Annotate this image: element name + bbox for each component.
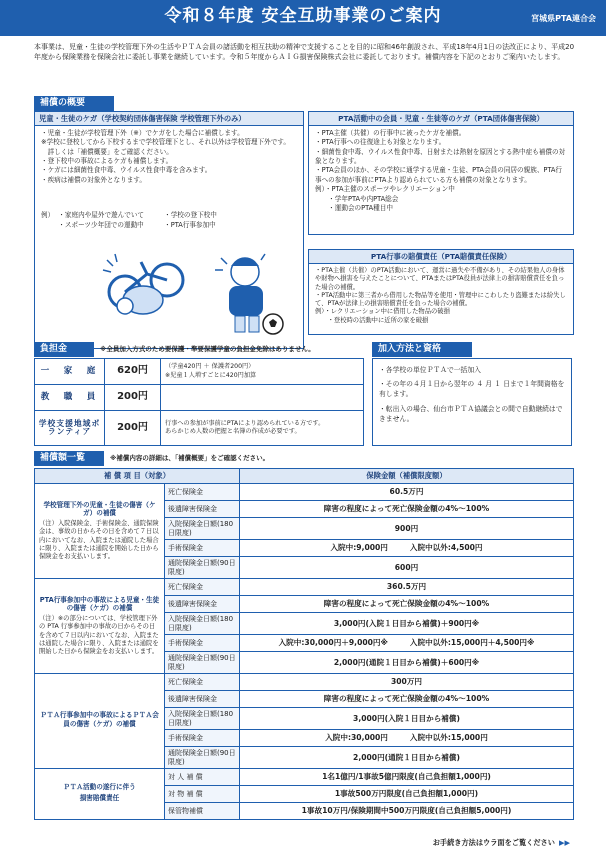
- table-row: [35, 359, 363, 385]
- list-item: ・PTA会員のほか、その学校に通学する児童・生徒、PTA会員の同居の親族、PTA行事への参加が事前にPTAより認められている方も補償の対象となります。: [315, 166, 563, 184]
- amount-cell: 300万円: [240, 674, 574, 691]
- list-item: ・その年の４月１日から翌年の ４ 月 １ 日まで１年間資格を有します。: [379, 380, 565, 399]
- list-item: ・家庭内や屋外で遊んでいて: [58, 211, 145, 219]
- item-cell: 手術保険金: [165, 635, 240, 652]
- item-cell: 死亡保険金: [165, 579, 240, 596]
- category-description: （注）※の部分については、学校管理下外の PTA 行事参加中の事故の日からその日を含めて７日以内においてなお、入院または通院した場合に限り、入院または通院を開始した日から保険金をお支払いします。: [39, 614, 159, 656]
- soccer-ball-icon: [263, 314, 283, 334]
- list-item: ・PTA活動中に第三者から借用した物品等を使用・管理中にこわしたり盗難または紛失して、PTAが法律上の損害賠償責任を負った場合の補償。: [315, 291, 566, 308]
- footer-text: お手続き方法はウラ面をご覧ください: [432, 838, 555, 847]
- overview-liability-heading: PTA行事の賠償責任（PTA賠償責任保険）: [309, 250, 573, 264]
- list-item: 例）・レクリエーション中に借用した物品の破損: [315, 308, 450, 316]
- item-cell: 死亡保険金: [165, 674, 240, 691]
- item-cell: 通院保険金日額(90日限度): [165, 747, 240, 769]
- amount-cell: 600円: [240, 557, 574, 579]
- amount-cell: 2,000円(通院１日目から補償): [240, 747, 574, 769]
- table-row: [35, 579, 574, 596]
- fee-label: 一 家 庭: [35, 359, 105, 384]
- amount-cell: [240, 635, 574, 652]
- amount-cell: 60.5万円: [240, 484, 574, 501]
- compensation-note: ※補償内容の詳細は、「補償概要」をご確認ください。: [110, 454, 270, 462]
- arrow-right-icon: ▶▶: [558, 838, 570, 847]
- item-cell: 通院保険金日額(90日限度): [165, 652, 240, 674]
- table-row: [35, 674, 574, 691]
- list-item: ・児童・生徒が学校管理下外（※）でケガをした場合に補償します。: [41, 129, 244, 137]
- list-item: 詳しくは「補償概要」をご確認ください。: [41, 147, 173, 156]
- list-item: 例）・PTA主催のスポーツやレクリエーション中: [315, 185, 455, 194]
- amount-part: 入院中:9,000円: [330, 543, 388, 553]
- item-cell: 対 物 補 償: [165, 786, 240, 803]
- category-cell: [35, 674, 165, 769]
- item-cell: 入院保険金日額(180日限度): [165, 613, 240, 635]
- table-header-row: [35, 469, 574, 484]
- fee-amount: 200円: [105, 385, 161, 410]
- category-title: PTA行事参加中の事故による児童・生徒の傷害（ケガ）の補償: [39, 595, 160, 613]
- header-amount: 保険金額（補償限度額）: [240, 469, 574, 484]
- list-item: ※学校に登校してから下校するまで学校管理下とし、それ以外は学校管理下外です。: [41, 138, 290, 147]
- list-item: ・登校時の活動中に近所の家を破損: [315, 316, 429, 324]
- list-item: ・登下校中の事故によるケガも補償します。: [41, 157, 173, 166]
- footer-note: [433, 838, 570, 847]
- category-cell: [35, 484, 165, 579]
- fee-note-line: （学童420円 ＋ 保護者200円）: [165, 363, 255, 371]
- item-cell: 後遺障害保険金: [165, 501, 240, 518]
- item-cell: 入院保険金日額(180日限度): [165, 518, 240, 540]
- amount-cell: 360.5万円: [240, 579, 574, 596]
- overview-liability-list: [309, 264, 573, 328]
- method-box: [372, 358, 572, 446]
- header-item: 補 償 項 目（対象）: [35, 469, 240, 484]
- list-item: ・学年PTAや内PTA総会: [315, 194, 399, 203]
- fee-note-line: ※児童１人増すごとに420円加算: [165, 371, 257, 379]
- list-item: ・転出入の場合、仙台市ＰＴＡ協議会との間で自動継続はできません。: [379, 404, 563, 423]
- category-title: 学校管理下外の児童・生徒の傷害（ケガ）の補償: [43, 500, 156, 518]
- item-cell: 後遺障害保険金: [165, 691, 240, 708]
- fee-amount: 200円: [105, 411, 161, 445]
- amount-cell: 3,000円(入院１日目から補償)＋900円※: [240, 613, 574, 635]
- overview-pta-injury-list: [309, 126, 573, 216]
- overview-student-box: [34, 111, 304, 349]
- amount-part: 入院中以外:4,500円: [409, 543, 483, 553]
- list-item: ・PTA主催（共催）のPTA活動において、運営に過失や不備があり、その結果他人の身体や財物へ損害を与えたことについて、PTAまたはPTA役員が法律上の損害賠償責任を負った場合の補償。: [315, 267, 565, 291]
- amount-cell: 1名1億円/1事故5億円限度(自己負担額1,000円): [240, 769, 574, 786]
- compensation-table: [34, 468, 574, 820]
- list-item: ・ケガには細菌性食中毒、ウイルス性食中毒を含みます。: [41, 166, 212, 175]
- list-item: ・各学校の単位ＰＴＡで一括加入: [379, 366, 481, 374]
- section-method-title: 加入方法と資格: [372, 342, 472, 357]
- amount-cell: 1事故500万円限度(自己負担額1,000円): [240, 786, 574, 803]
- list-item: ・細菌性食中毒、ウイルス性食中毒、日射または熱射を原因とする熱中症も補償の対象となります。: [315, 147, 566, 166]
- table-row: [35, 411, 363, 445]
- list-item: ・スポーツ少年団での運動中: [58, 220, 144, 229]
- section-overview-title: 補償の概要: [34, 96, 114, 111]
- amount-part: 入院中:30,000円: [325, 733, 388, 743]
- intro-paragraph: 本事業は、児童・生徒の学校管理下外の生活やＰＴＡ会員の諸活動を相互扶助の精神で支援することを目的に昭和46年創設され、平成18年4月1日の法改正により、平成20年度から保険業務を保険会社に委託し事業を継続しています。令和５年度からＡＩＧ損害保険株式会社に委託しております。補償内容を下記のとおりご案内いたします。: [34, 43, 575, 62]
- children-injury-illustration: [95, 240, 285, 338]
- item-cell: 通院保険金日額(90日限度): [165, 557, 240, 579]
- list-item: ・PTA行事への往復途上も対象となります。: [315, 138, 446, 147]
- injured-child-icon: [215, 254, 265, 332]
- category-title: 損害賠償責任: [79, 794, 120, 802]
- fee-note-line: 行事への参加が事前にPTAにより認められている方です。: [165, 419, 325, 427]
- page-title: 令和８年度 安全互助事業のご案内: [164, 6, 442, 26]
- category-description: （注）入院保険金、手術保険金、通院保険金は、事故の日からその日を含めて７日以内においてなお、入院または通院した場合に限り、入院または通院を開始した日から保険金をお支払いします。: [39, 519, 159, 561]
- amount-cell: 障害の程度によって死亡保険金額の4%〜100%: [240, 501, 574, 518]
- amount-cell: 障害の程度によって死亡保険金額の4%〜100%: [240, 596, 574, 613]
- category-cell: [35, 769, 165, 820]
- amount-cell: 2,000円(通院１日目から補償)＋600円※: [240, 652, 574, 674]
- table-row: [35, 769, 574, 786]
- fee-label: 教 職 員: [35, 385, 105, 410]
- section-fee-title: 負担金: [34, 342, 94, 357]
- title-bar: [0, 0, 606, 36]
- category-title: ＰＴＡ行事参加中の事故によるＰＴＡ会員の傷害（ケガ）の補償: [40, 711, 159, 728]
- example-list: [41, 211, 217, 230]
- overview-student-heading: 児童・生徒のケガ（学校契約団体傷害保険 学校管理下外のみ）: [35, 112, 303, 126]
- amount-cell: 3,000円(入院１日目から補償): [240, 708, 574, 730]
- section-compensation-title: 補償額一覧: [34, 451, 104, 466]
- item-cell: 対 人 補 償: [165, 769, 240, 786]
- fee-table: [34, 358, 364, 446]
- amount-cell: [240, 730, 574, 747]
- organization-name: 宮城県PTA連合会: [531, 14, 596, 23]
- amount-part: 入院中以外:15,000円: [409, 733, 488, 743]
- fee-label: 学校支援地域ボランティア: [35, 411, 105, 445]
- list-item: ・疾病は補償の対象外となります。: [41, 175, 146, 184]
- overview-student-list: [35, 126, 303, 188]
- amount-cell: 900円: [240, 518, 574, 540]
- overview-liability-box: [308, 249, 574, 335]
- overview-pta-injury-box: [308, 111, 574, 235]
- table-row: [35, 484, 574, 501]
- example-label: 例）: [41, 211, 55, 219]
- amount-part: 入院中以外:15,000円＋4,500円※: [409, 638, 535, 648]
- item-cell: 入院保険金日額(180日限度): [165, 708, 240, 730]
- list-item: ・PTA主催（共催）の行事中に被ったケガを補償。: [315, 129, 466, 137]
- item-cell: 後遺障害保険金: [165, 596, 240, 613]
- amount-cell: 1事故10万円/保険期間中500万円限度(自己負担額5,000円): [240, 803, 574, 820]
- category-title: ＰＴＡ活動の遂行に伴う: [63, 783, 136, 792]
- list-item: ・学校の登下校中: [164, 211, 217, 219]
- overview-pta-injury-heading: PTA活動中の会員・児童・生徒等のケガ（PTA団体傷害保険）: [309, 112, 573, 126]
- fee-amount: 620円: [105, 359, 161, 384]
- amount-cell: [240, 540, 574, 557]
- table-row: [35, 385, 363, 411]
- fee-note: ※全員加入方式のため要保護・準要保護学童の負担金免除はありません。: [100, 345, 315, 353]
- amount-cell: 障害の程度によって死亡保険金額の4%〜100%: [240, 691, 574, 708]
- fee-note-line: あらかじめ人数の把握と名簿の作成が必要です。: [165, 428, 301, 435]
- fallen-bicycle-icon: [103, 254, 183, 314]
- item-cell: 死亡保険金: [165, 484, 240, 501]
- item-cell: 手術保険金: [165, 730, 240, 747]
- list-item: ・PTA行事参加中: [164, 220, 216, 229]
- item-cell: 手術保険金: [165, 540, 240, 557]
- amount-part: 入院中:30,000円＋9,000円※: [278, 638, 388, 648]
- category-cell: [35, 579, 165, 674]
- item-cell: 保管物補償: [165, 803, 240, 820]
- list-item: ・運動会のPTA種目中: [315, 203, 393, 212]
